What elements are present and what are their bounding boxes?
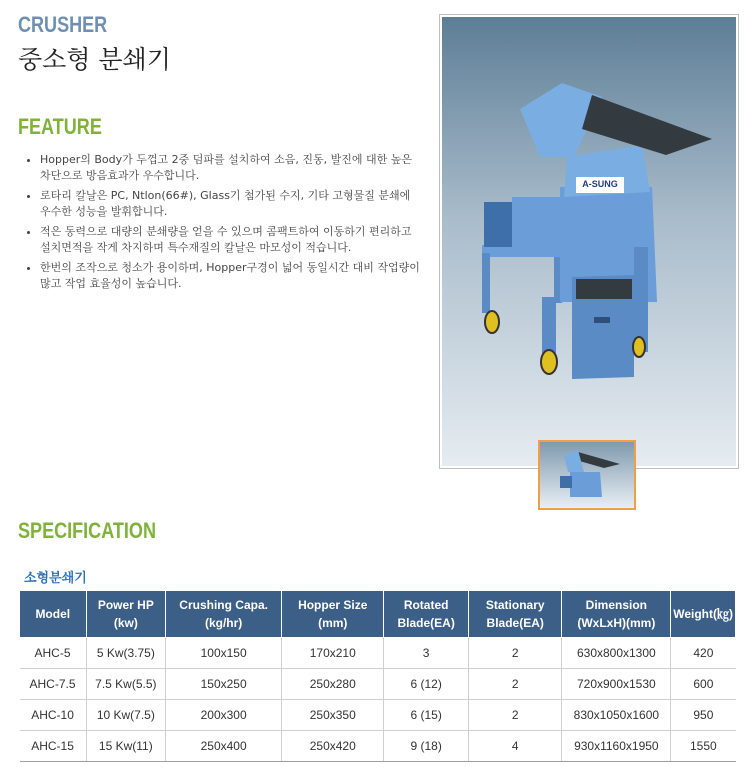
cell-hopper-size: 250x420: [282, 731, 384, 762]
feature-item: • 적은 동력으로 대량의 분쇄량을 얻을 수 있으며 콤팩트하여 이동하기 편리하고 설치면적을 작게 차지하며 특수재질의 칼날은 마모성이 적습니다.: [40, 224, 424, 256]
cell-stationary-blade: 2: [468, 638, 562, 669]
cell-rotated-blade: 6 (12): [384, 669, 469, 700]
caster-wheel: [541, 350, 557, 374]
page-title: 중소형 분쇄기: [18, 45, 171, 74]
cell-crushing-capa: 100x150: [166, 638, 282, 669]
table-row: [20, 731, 736, 762]
bin-opening: [576, 279, 632, 299]
spec-subtitle: 소형분쇄기: [24, 571, 87, 586]
cell-weight: 600: [671, 669, 736, 700]
cell-dimension: 930x1160x1950: [562, 731, 671, 762]
feature-heading: FEATURE: [18, 114, 102, 139]
col-header-weight: Weight(㎏): [671, 591, 736, 638]
thumb-motor: [560, 476, 572, 488]
motor: [484, 202, 512, 247]
feature-item: • 로타리 칼날은 PC, Ntlon(66#), Glass기 첨가된 수지, 기타 고형물질 분쇄에 우수한 성능을 발휘합니다.: [40, 188, 424, 220]
cell-model: AHC-5: [20, 638, 87, 669]
caster-wheel: [633, 337, 645, 357]
motor-housing: [512, 197, 562, 257]
hopper-lid: [582, 95, 712, 155]
cell-hopper-size: 250x280: [282, 669, 384, 700]
thumb-hopper-lid: [576, 452, 620, 468]
caster-wheel: [485, 311, 499, 333]
product-photo: [442, 17, 736, 466]
machine-leg: [482, 253, 490, 313]
brand-logo: A-SUNG: [582, 179, 618, 189]
cell-model: AHC-7.5: [20, 669, 87, 700]
cell-rotated-blade: 3: [384, 638, 469, 669]
cell-dimension: 720x900x1530: [562, 669, 671, 700]
cell-power: 15 Kw(11): [86, 731, 166, 762]
cell-power: 10 Kw(7.5): [86, 700, 166, 731]
table-row: [20, 700, 736, 731]
cell-weight: 1550: [671, 731, 736, 762]
cell-crushing-capa: 200x300: [166, 700, 282, 731]
col-header-dimension: Dimension (WxLxH)(mm): [562, 591, 671, 638]
col-header-power: Power HP (kw): [86, 591, 166, 638]
cell-weight: 420: [671, 638, 736, 669]
product-image-frame: [439, 14, 739, 469]
cell-hopper-size: 170x210: [282, 638, 384, 669]
machine-leg: [634, 247, 648, 352]
specification-table: [19, 590, 736, 762]
col-header-stationary-blade: Stationary Blade(EA): [468, 591, 562, 638]
cell-power: 7.5 Kw(5.5): [86, 669, 166, 700]
cell-dimension: 630x800x1300: [562, 638, 671, 669]
cell-stationary-blade: 4: [468, 731, 562, 762]
bin-handle: [594, 317, 610, 323]
col-header-rotated-blade: Rotated Blade(EA): [384, 591, 469, 638]
specification-heading: SPECIFICATION: [18, 518, 156, 543]
cell-model: AHC-15: [20, 731, 87, 762]
col-header-hopper-size: Hopper Size (mm): [282, 591, 384, 638]
crusher-machine-illustration: [442, 17, 738, 468]
cell-power: 5 Kw(3.75): [86, 638, 166, 669]
cell-hopper-size: 250x350: [282, 700, 384, 731]
product-thumbnail[interactable]: [538, 440, 636, 510]
machine-leg: [542, 297, 556, 357]
cell-rotated-blade: 6 (15): [384, 700, 469, 731]
cell-crushing-capa: 150x250: [166, 669, 282, 700]
col-header-crushing-capa: Crushing Capa. (kg/hr): [166, 591, 282, 638]
feature-item: • Hopper의 Body가 두껍고 2중 덤파를 설치하여 소음, 진동, 발진에 대한 높은 차단으로 방음효과가 우수합니다.: [40, 152, 424, 184]
table-row: [20, 669, 736, 700]
feature-item: • 한번의 조작으로 청소가 용이하며, Hopper구경이 넓어 동일시간 대비 작업량이 많고 작업 효율성이 높습니다.: [40, 260, 424, 292]
thumbnail-machine-illustration: [540, 442, 634, 508]
cell-crushing-capa: 250x400: [166, 731, 282, 762]
col-header-model: Model: [20, 591, 87, 638]
table-row: [20, 638, 736, 669]
category-title: CRUSHER: [18, 12, 108, 37]
cell-rotated-blade: 9 (18): [384, 731, 469, 762]
table-header-row: [20, 591, 736, 638]
feature-list: [26, 152, 424, 296]
thumb-body: [570, 472, 602, 497]
cell-dimension: 830x1050x1600: [562, 700, 671, 731]
cell-model: AHC-10: [20, 700, 87, 731]
cell-stationary-blade: 2: [468, 669, 562, 700]
cell-weight: 950: [671, 700, 736, 731]
cell-stationary-blade: 2: [468, 700, 562, 731]
